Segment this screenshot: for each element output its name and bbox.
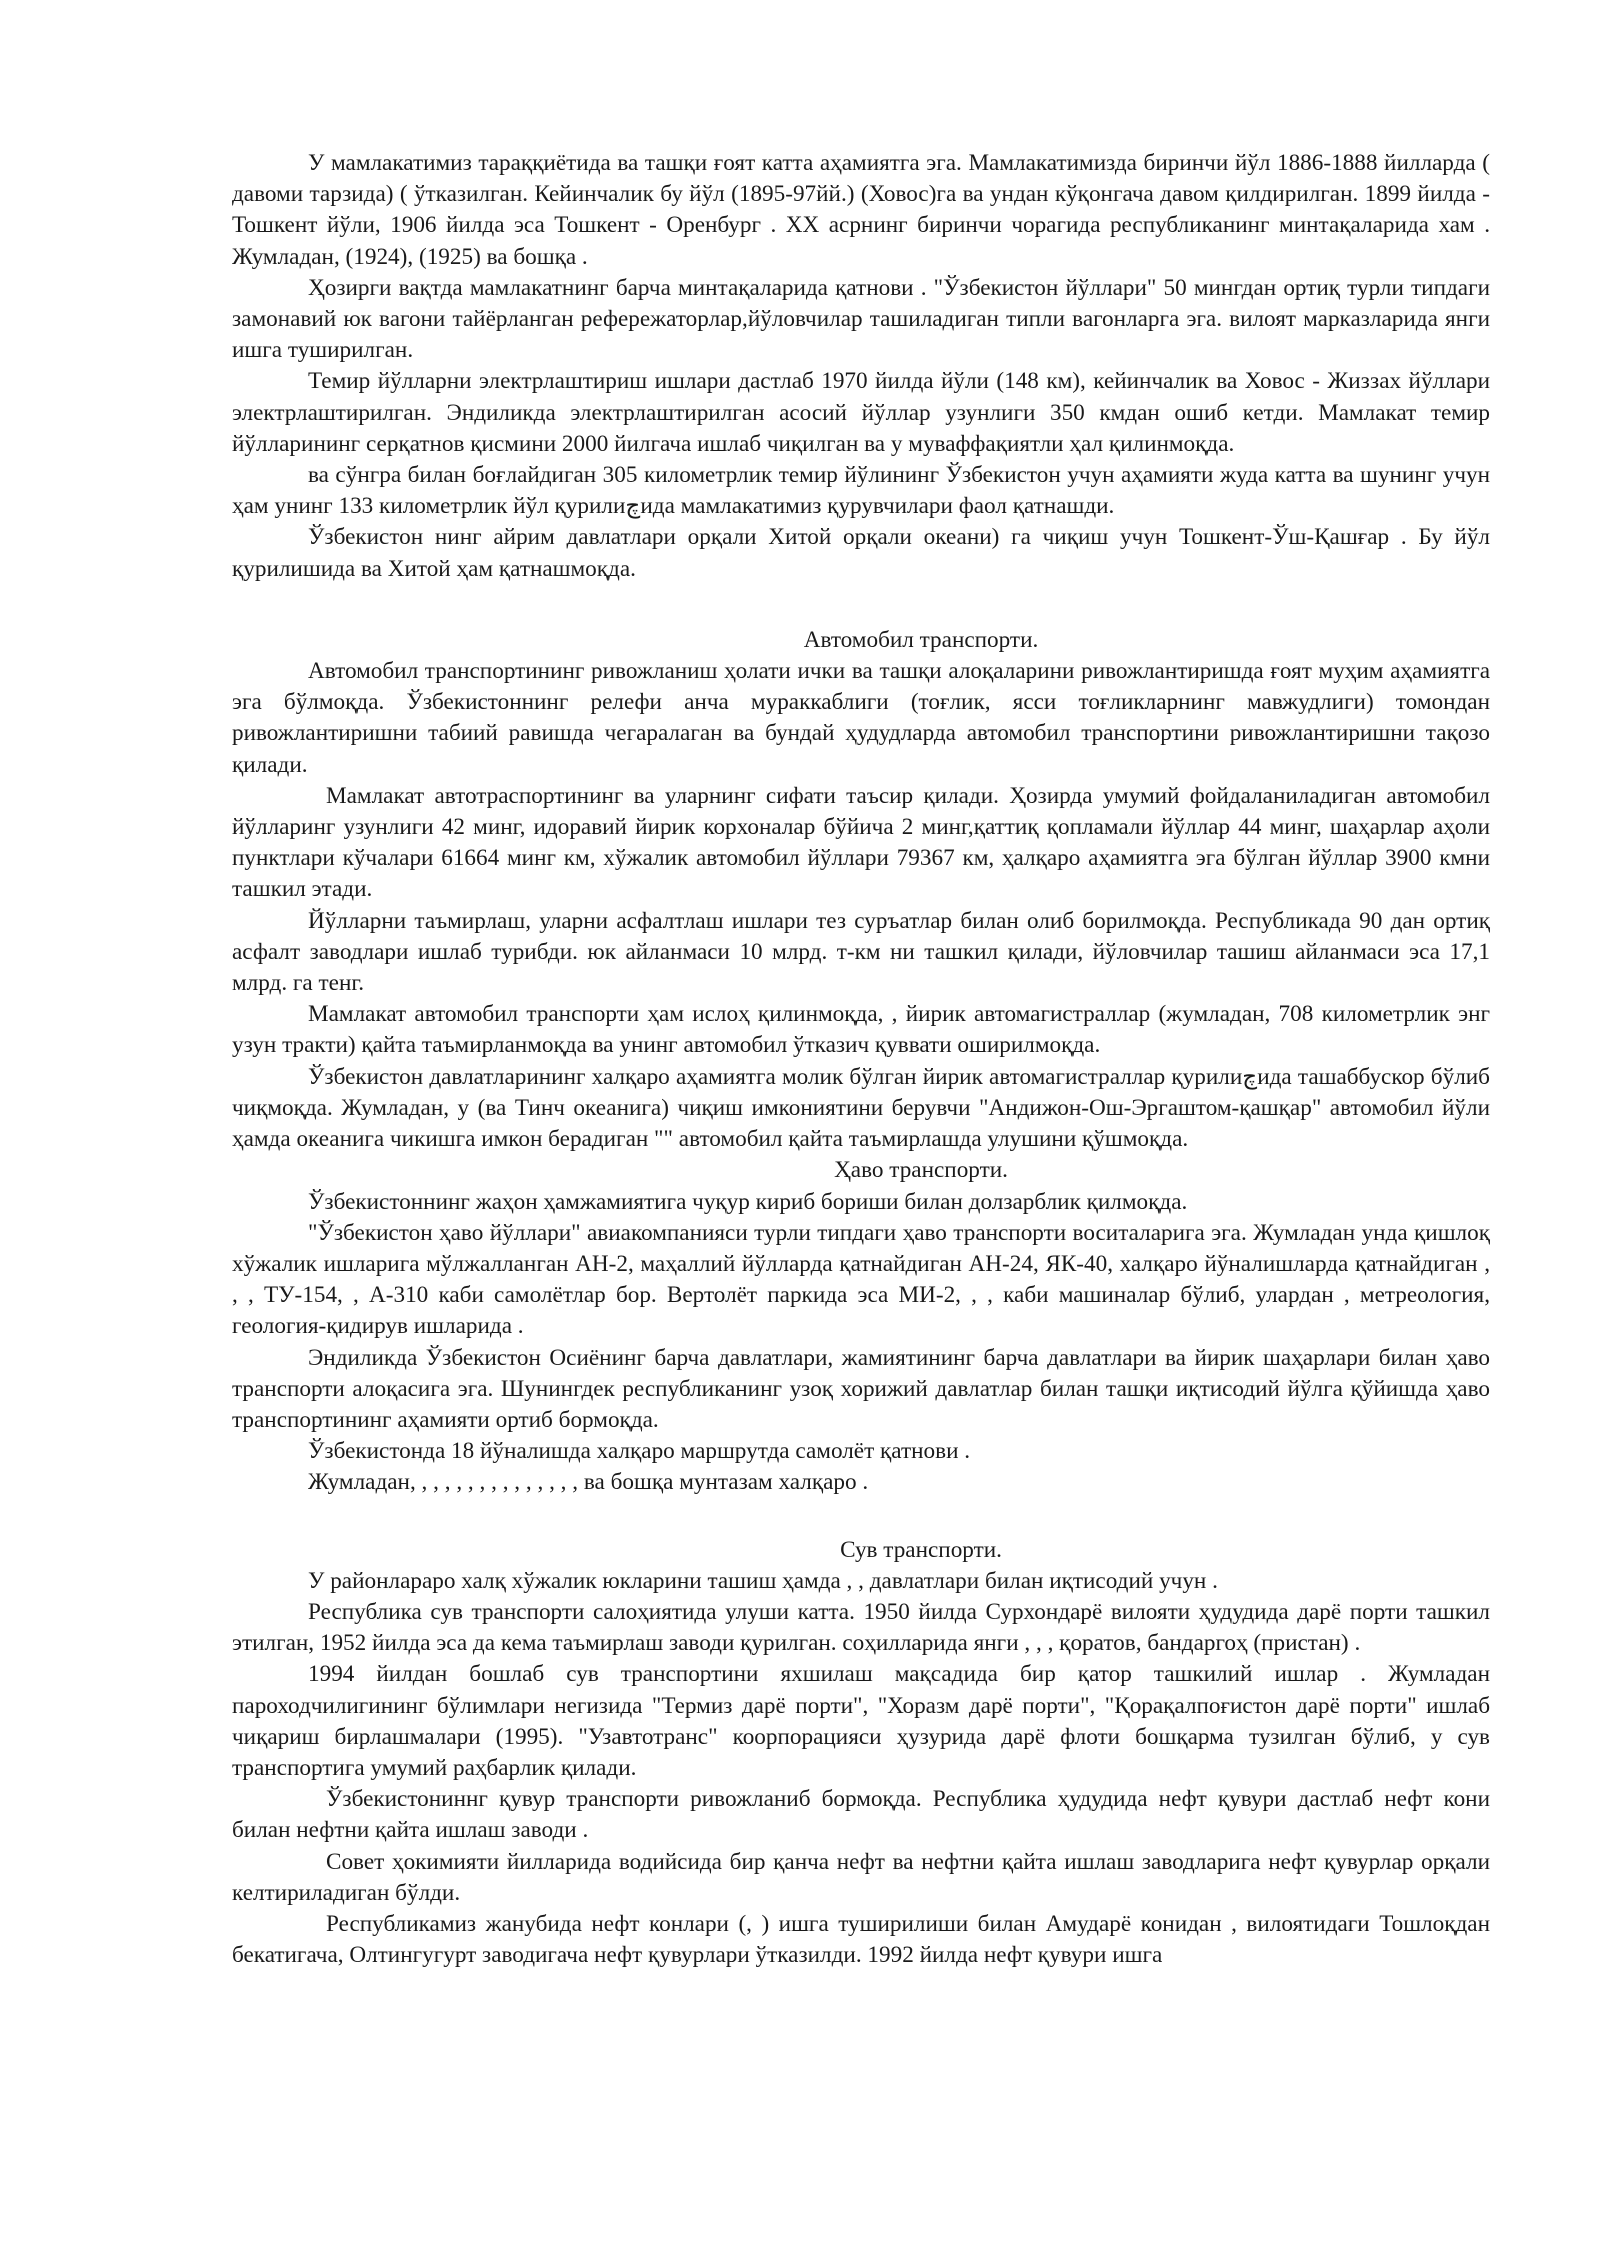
- paragraph: Ўзбекистон давлатларининг халқаро аҳамиятга молик бўлган йирик автомагистраллар қурилиچида ташаббускор бўлиб чиқмоқда. Жумладан, у (ва Тинч океанига) чиқиш имкониятини берувчи "Андижон-Ош-Эргаштом-қашқар" автомобил йўли ҳамда океанига чикишга имкон берадиган "" автомобил қайта таъмирлашда улушини қўшмоқда.: [232, 1063, 1490, 1153]
- spacer: [232, 585, 1490, 625]
- water-transport-section: [232, 1535, 1490, 1972]
- paragraph: "Ўзбекистон ҳаво йўллари" авиакомпанияси турли типдаги ҳаво транспорти воситаларига эга. Жумладан унда қишлоқ хўжалик ишларига мўлжалланган АН-2, маҳаллий йўлларда қатнайдиган АН-24, ЯК-40, халқаро йўналишларда қатнайдиган , , , ТУ-154, , А-310 каби самолётлар бор. Вертолёт паркида эса МИ-2, , , каби машиналар бўлиб, улардан , метреология, геология-қидирув ишларида .: [232, 1219, 1490, 1340]
- spacer: [232, 1499, 1490, 1535]
- document-page: [232, 148, 1490, 1971]
- section-heading: Сув транспорти.: [840, 1536, 1002, 1563]
- paragraph: Автомобил транспортининг ривожланиш ҳолати ички ва ташқи алоқаларини ривожлантиришда ғоят муҳим аҳамиятга эга бўлмоқда. Ўзбекистоннинг релефи анча мураккаблиги (тоғлик, ясси тоғликларнинг мавжудлиги) томондан ривожлантиришни табиий равишда чегаралаган ва бундай ҳудудларда автомобил транспортини ривожлантиришни тақозо қилади.: [232, 658, 1490, 778]
- paragraph: Ўзбекистон нинг айрим давлатлари орқали Хитой орқали океани) га чиқиш учун Тошкент-Ўш-Қашғар . Бу йўл қурилишида ва Хитой ҳам қатнашмоқда.: [232, 524, 1490, 582]
- paragraph: Совет ҳокимияти йилларида водийсида бир қанча нефт ва нефтни қайта ишлаш заводларига нефт қувурлар орқали келтириладиган бўлди.: [232, 1848, 1490, 1906]
- paragraph: Республикамиз жанубида нефт конлари (, ) ишга туширилиши билан Амударё конидан , вилоятидаги Тошлоқдан бекатигача, Олтингугурт заводигача нефт қувурлари ўтказилди. 1992 йилда нефт қувури ишга: [232, 1910, 1490, 1969]
- paragraph: Жумладан, , , , , , , , , , , , , , , ва бошқа мунтазам халқаро .: [308, 1469, 869, 1496]
- section-heading: Автомобил транспорти.: [803, 626, 1039, 653]
- paragraph: У мамлакатимиз тараққиётида ва ташқи ғоят катта аҳамиятга эга. Мамлакатимизда биринчи йўл 1886-1888 йилларда ( давоми тарзида) ( ўтказилган. Кейинчалик бу йўл (1895-97йй.) (Ховос)га ва ундан кўқонгача давом қилдирилган. 1899 йилда - Тошкент йўли, 1906 йилда эса Тошкент - Оренбург . XX асрнинг биринчи чорагида республиканинг минтақаларида хам . Жумладан, (1924), (1925) ва бошқа .: [232, 150, 1490, 270]
- railway-section: [232, 148, 1490, 585]
- paragraph: 1994 йилдан бошлаб сув транспортини яхшилаш мақсадида бир қатор ташкилий ишлар . Жумладан пароходчилигининг бўлимлари негизида "Термиз дарё порти", "Хоразм дарё порти", "Қорақалпоғистон дарё порти" ишлаб чиқариш бирлашмалари (1995). "Узавтотранс" коорпорацияси ҳузурида дарё флоти бошқарма тузилган бўлиб, у сув транспортига умумий раҳбарлик қилади.: [232, 1661, 1490, 1781]
- paragraph: Мамлакат автомобил транспорти ҳам ислоҳ қилинмоқда, , йирик автомагистраллар (жумладан, 708 километрлик энг узун тракти) қайта таъмирланмоқда ва унинг автомобил ўтказич қуввати оширилмоқда.: [232, 1001, 1490, 1059]
- paragraph: Республика сув транспорти салоҳиятида улуши катта. 1950 йилда Сурхондарё вилояти ҳудудида дарё порти ташкил этилган, 1952 йилда эса да кема таъмирлаш заводи қурилган. соҳилларида янги , , , қоратов, бандаргоҳ (пристан) .: [232, 1598, 1490, 1657]
- paragraph: Ўзбекистонда 18 йўналишда халқаро маршрутда самолёт қатнови .: [308, 1438, 971, 1465]
- paragraph: Эндиликда Ўзбекистон Осиёнинг барча давлатлари, жамиятининг барча давлатлари ва йирик шаҳарлари билан ҳаво транспорти алоқасига эга. Шунингдек республиканинг узоқ хорижий давлатлар билан ташқи иқтисодий йўлга қўйишда ҳаво транспортининг аҳамияти ортиб бормоқда.: [232, 1344, 1490, 1433]
- automobile-transport-section: [232, 625, 1490, 1155]
- paragraph: Ўзбекистоннинг жаҳон ҳамжамиятига чуқур кириб бориши билан долзарблик қилмоқда.: [308, 1188, 1188, 1215]
- paragraph: Йўлларни таъмирлаш, уларни асфалтлаш ишлари тез суръатлар билан олиб борилмоқда. Республикада 90 дан ортиқ асфалт заводлари ишлаб турибди. юк айланмаси 10 млрд. т-км ни ташкил қилади, йўловчилар ташиш айланмаси эса 17,1 млрд. га тенг.: [232, 907, 1490, 997]
- section-heading: Ҳаво транспорти.: [834, 1157, 1008, 1184]
- paragraph: Мамлакат автотраспортининг ва уларнинг сифати таъсир қилади. Ҳозирда умумий фойдаланиладиган автомобил йўлларинг узунлиги 42 минг, идоравий йирик корхоналар бўйича 2 минг,қаттиқ қопламали йўллар 44 минг, шаҳарлар аҳоли пунктлари кўчалари 61664 минг км, хўжалик автомобил йўллари 79367 км, ҳалқаро аҳамиятга эга бўлган йўллар 3900 кмни ташкил этади.: [232, 782, 1490, 903]
- paragraph: ва сўнгра билан боғлайдиган 305 километрлик темир йўлининг Ўзбекистон учун аҳамияти жуда катта ва шунинг учун ҳам унинг 133 километрлик йўл қурилиچида мамлакатимиз қурувчилари фаол қатнашди.: [232, 462, 1490, 520]
- paragraph: Ҳозирги вақтда мамлакатнинг барча минтақаларида қатнови . "Ўзбекистон йўллари" 50 мингдан ортиқ турли типдаги замонавий юк вагони тайёрланган рефережаторлар,йўловчилар ташиладиган типли вагонларга эга. вилоят марказларида янги ишга туширилган.: [232, 274, 1490, 364]
- paragraph: Темир йўлларни электрлаштириш ишлари дастлаб 1970 йилда йўли (148 км), кейинчалик ва Ховос - Жиззах йўллари электрлаштирилган. Эндиликда электрлаштирилган асосий йўллар узунлиги 350 кмдан ошиб кетди. Мамлакат темир йўлларининг серқатнов қисмини 2000 йилгача ишлаб чиқилган ва у муваффақиятли ҳал қилинмоқда.: [232, 368, 1490, 457]
- paragraph: У районлараро халқ хўжалик юкларини ташиш ҳамда , , давлатлари билан иқтисодий учун .: [308, 1567, 1218, 1594]
- air-transport-section: [232, 1155, 1490, 1498]
- paragraph: Ўзбекистониннг қувур транспорти ривожланиб бормоқда. Республика ҳудудида нефт қувури дастлаб нефт кони билан нефтни қайта ишлаш заводи .: [232, 1786, 1490, 1844]
